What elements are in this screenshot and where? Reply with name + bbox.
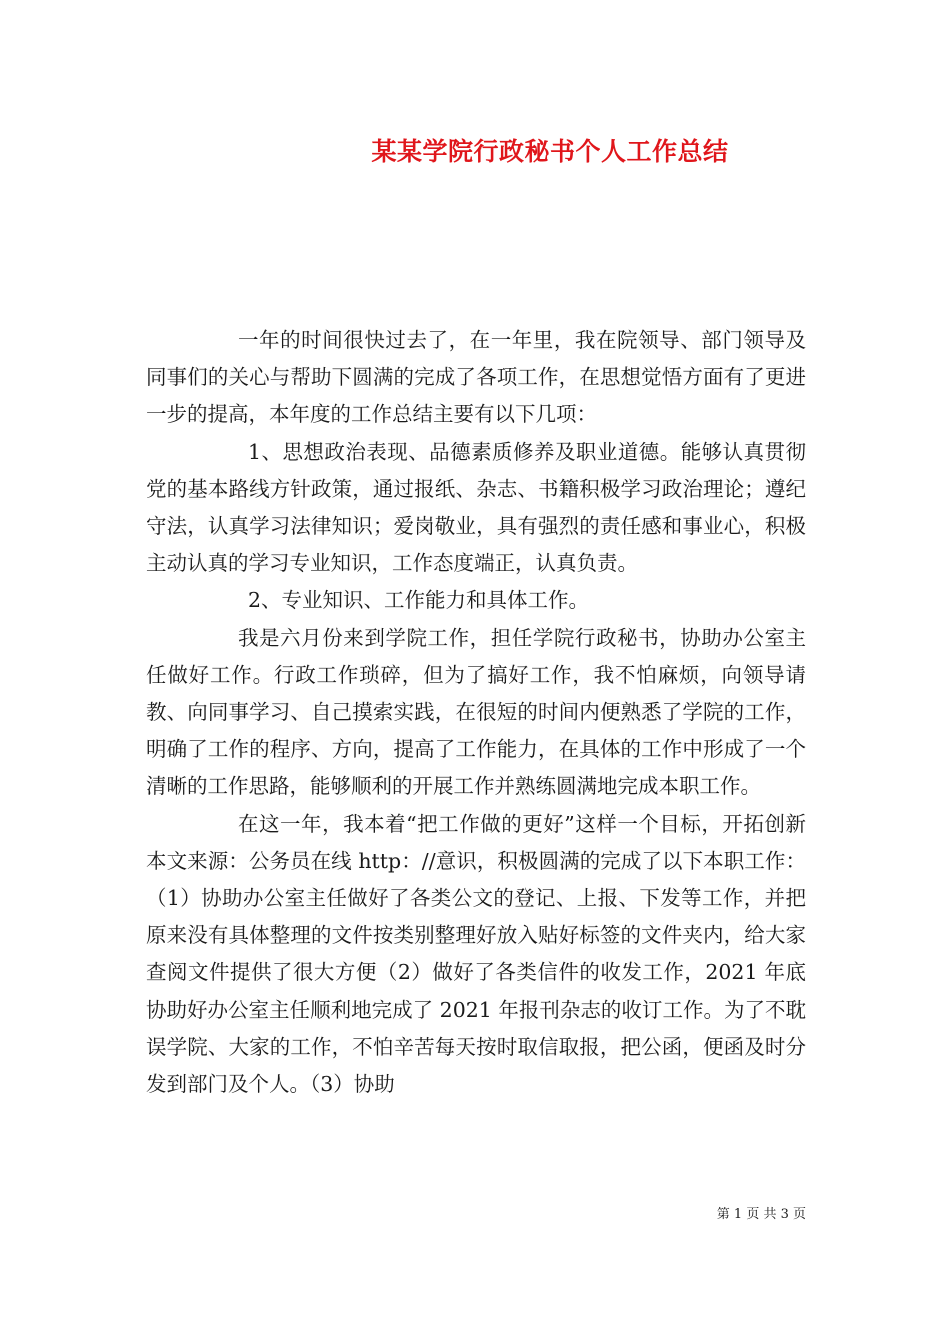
- paragraph-section-1: 1、思想政治表现、品德素质修养及职业道德。能够认真贯彻党的基本路线方针政策，通过报纸、杂志、书籍积极学习政治理论；遵纪守法，认真学习法律知识；爱岗敬业，具有强烈的责任感和事业心，积极主动认真的学习专业知识，工作态度端正，认真负责。: [146, 439, 806, 576]
- page-number: 第 1 页 共 3 页: [716, 1207, 806, 1222]
- document-title: 某某学院行政秘书个人工作总结: [371, 137, 729, 166]
- paragraph-work-description: 我是六月份来到学院工作，担任学院行政秘书，协助办公室主任做好工作。行政工作琐碎，但为了搞好工作，我不怕麻烦，向领导请教、向同事学习、自己摸索实践，在很短的时间内便熟悉了学院的工作，明确了工作的程序、方向，提高了工作能力，在具体的工作中形成了一个清晰的工作思路，能够顺利的开展工作并熟练圆满地完成本职工作。: [146, 625, 806, 799]
- paragraph-section-2-heading: 2、专业知识、工作能力和具体工作。: [248, 588, 590, 613]
- paragraph-intro: 一年的时间很快过去了，在一年里，我在院领导、部门领导及同事们的关心与帮助下圆满的完成了各项工作，在思想觉悟方面有了更进一步的提高，本年度的工作总结主要有以下几项：: [146, 328, 806, 427]
- paragraph-duties: 在这一年，我本着“把工作做的更好”这样一个目标，开拓创新本文来源：公务员在线 http：//意识，积极圆满的完成了以下本职工作：（1）协助办公室主任做好了各类公文的登记、上报、下发等工作，并把原来没有具体整理的文件按类别整理好放入贴好标签的文件夹内，给大家查阅文件提供了很大方便（2）做好了各类信件的收发工作，2021 年底协助好办公室主任顺利地完成了 2021 年报刊杂志的收订工作。为了不耽误学院、大家的工作，不怕辛苦每天按时取信取报，把公函，便函及时分发到部门及个人。（3）协助: [146, 811, 806, 1097]
- document-body: [146, 322, 806, 1103]
